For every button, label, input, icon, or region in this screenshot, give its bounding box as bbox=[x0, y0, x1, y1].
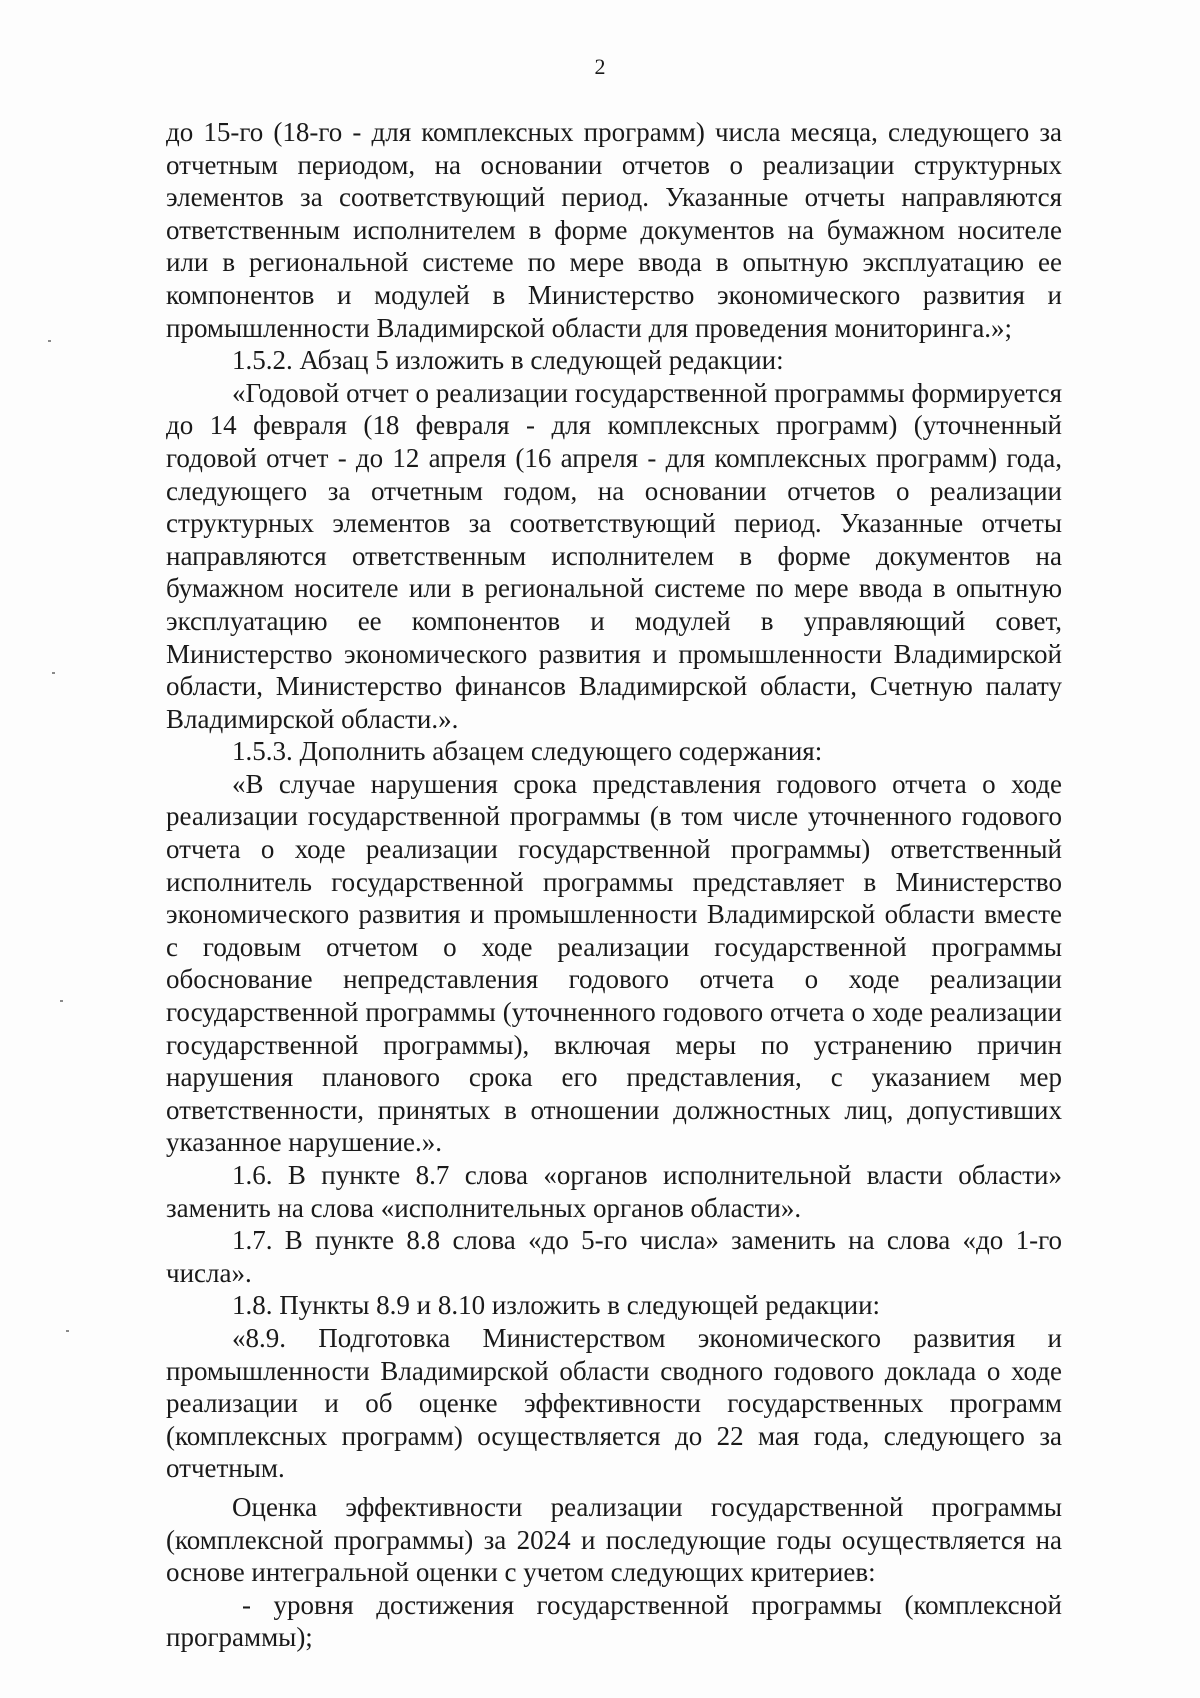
paragraph-clause-1-8: 1.8. Пункты 8.9 и 8.10 изложить в следующей редакции: bbox=[232, 1290, 881, 1321]
paragraph-annual-report: «Годовой отчет о реализации государственной программы формируется до 14 февраля (18 февраля - для комплексных программ) (уточненный годовой отчет - до 12 апреля (16 апреля - для комплексных программ) года, следующего за отчетным годом, на основании отчетов о реализации структурных элементов за соответствующий период. Указанные отчеты направляются ответственным исполнителем в форме документов на бумажном носителе или в региональной системе по мере ввода в опытную эксплуатацию ее компонентов и модулей в управляющий совет, Министерство экономического развития и промышленности Владимирской области, Министерство финансов Владимирской области, Счетную палату Владимирской области.». bbox=[166, 377, 1062, 734]
paragraph-clause-1-5-2: 1.5.2. Абзац 5 изложить в следующей редакции: bbox=[232, 345, 784, 376]
paragraph-deadline-violation: «В случае нарушения срока представления годового отчета о ходе реализации государственной программы (в том числе уточненного годового отчета о ходе реализации государственной программы) ответственный исполнитель государственной программы представляет в Министерство экономического развития и промышленности Владимирской области вместе с годовым отчетом о ходе реализации государственной программы обоснование непредставления годового отчета о ходе реализации государственной программы (уточненного годового отчета о ходе реализации государственной программы), включая меры по устранению причин нарушения планового срока его представления, с указанием мер ответственности, принятых в отношении должностных лиц, допустивших указанное нарушение.». bbox=[166, 768, 1062, 1158]
paragraph-continuation: до 15-го (18-го - для комплексных программ) числа месяца, следующего за отчетным периодом, на основании отчетов о реализации структурных элементов за соответствующий период. Указанные отчеты направляются ответственным исполнителем в форме документов на бумажном носителе или в региональной системе по мере ввода в опытную эксплуатацию ее компонентов и модулей в Министерство экономического развития и промышленности Владимирской области для проведения мониторинга.»; bbox=[166, 117, 1062, 343]
paragraph-clause-8-9: «8.9. Подготовка Министерством экономического развития и промышленности Владимирской области сводного годового доклада о ходе реализации и об оценке эффективности государственных программ (комплексных программ) осуществляется до 22 мая года, следующего за отчетным. bbox=[166, 1322, 1062, 1484]
scan-margin-mark bbox=[52, 672, 55, 674]
paragraph-clause-1-5-3: 1.5.3. Дополнить абзацем следующего содержания: bbox=[232, 736, 823, 767]
paragraph-clause-1-6: 1.6. В пункте 8.7 слова «органов исполнительной власти области» заменить на слова «исполнительных органов области». bbox=[166, 1160, 1062, 1223]
scan-margin-mark bbox=[48, 340, 51, 342]
document-body bbox=[166, 116, 1062, 1654]
scan-margin-mark bbox=[60, 1000, 63, 1002]
paragraph-efficiency-assessment: Оценка эффективности реализации государственной программы (комплексной программы) за 2024 и последующие годы осуществляется на основе интегральной оценки с учетом следующих критериев: bbox=[166, 1491, 1062, 1588]
paragraph-criteria-item: - уровня достижения государственной программы (комплексной программы); bbox=[166, 1589, 1062, 1653]
paragraph-clause-1-7: 1.7. В пункте 8.8 слова «до 5-го числа» заменить на слова «до 1-го числа». bbox=[166, 1225, 1062, 1288]
page-number: 2 bbox=[594, 54, 606, 79]
scan-margin-mark bbox=[66, 1330, 69, 1332]
